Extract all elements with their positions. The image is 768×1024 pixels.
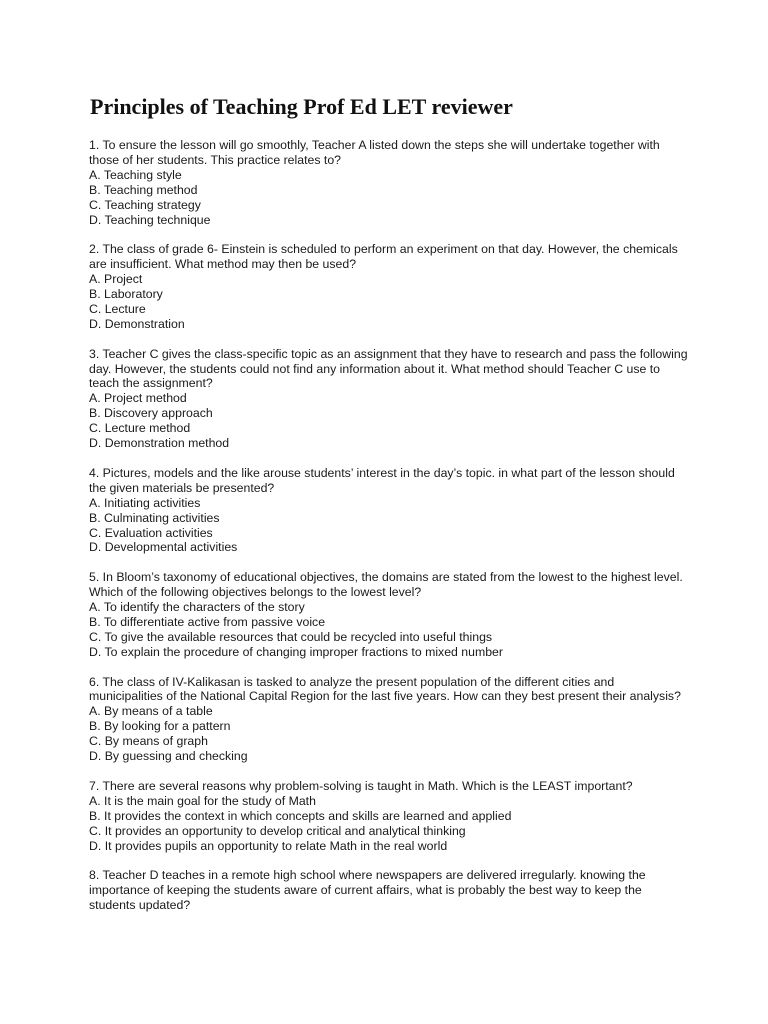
option-d: D. Teaching technique <box>89 212 211 227</box>
question-text: 7. There are several reasons why problem-solving is taught in Math. Which is the LEAST important? <box>89 778 633 793</box>
answer-options <box>89 794 689 854</box>
option-a: A. To identify the characters of the story <box>89 600 305 615</box>
answer-options <box>89 496 689 556</box>
option-d: D. To explain the procedure of changing improper fractions to mixed number <box>89 644 503 659</box>
answer-options <box>89 391 689 451</box>
question-text: 3. Teacher C gives the class-specific topic as an assignment that they have to research and pass the following day. However, the students could not find any information about it. What method should Teacher C use to teach the assignment? <box>89 346 688 391</box>
option-a: A. Teaching style <box>89 167 182 182</box>
option-c: C. Teaching strategy <box>89 197 201 212</box>
option-d: D. Developmental activities <box>89 540 238 555</box>
option-c: C. Lecture method <box>89 421 191 436</box>
option-d: D. By guessing and checking <box>89 749 248 764</box>
option-b: B. Discovery approach <box>89 406 213 421</box>
answer-options <box>89 168 689 228</box>
question-text: 6. The class of IV-Kalikasan is tasked to analyze the present population of the different cities and municipalities of the National Capital Region for the last five years. How can they best present their analysis? <box>89 674 681 704</box>
option-d: D. It provides pupils an opportunity to relate Math in the real world <box>89 838 448 853</box>
answer-options <box>89 704 689 764</box>
option-b: B. Teaching method <box>89 182 198 197</box>
answer-options <box>89 272 689 332</box>
option-b: B. To differentiate active from passive voice <box>89 614 326 629</box>
question-3 <box>89 347 689 451</box>
question-4 <box>89 466 689 555</box>
option-c: C. To give the available resources that could be recycled into useful things <box>89 629 493 644</box>
question-8 <box>89 868 689 913</box>
question-text: 8. Teacher D teaches in a remote high school where newspapers are delivered irregularly. knowing the importance of keeping the students aware of current affairs, what is probably the best way to keep the students updated? <box>89 868 646 913</box>
option-b: B. Laboratory <box>89 287 163 302</box>
question-5 <box>89 570 689 659</box>
question-2 <box>89 242 689 331</box>
question-1 <box>89 138 689 227</box>
option-a: A. Initiating activities <box>89 495 201 510</box>
option-c: C. Evaluation activities <box>89 525 213 540</box>
answer-options <box>89 600 689 660</box>
option-b: B. Culminating activities <box>89 510 220 525</box>
question-text: 2. The class of grade 6- Einstein is scheduled to perform an experiment on that day. However, the chemicals are insufficient. What method may then be used? <box>89 242 678 272</box>
option-a: A. Project <box>89 272 143 287</box>
option-a: A. It is the main goal for the study of Math <box>89 793 316 808</box>
option-a: A. Project method <box>89 391 187 406</box>
option-a: A. By means of a table <box>89 704 213 719</box>
option-c: C. It provides an opportunity to develop critical and analytical thinking <box>89 823 466 838</box>
document-title: Principles of Teaching Prof Ed LET reviewer <box>90 94 513 119</box>
option-b: B. It provides the context in which concepts and skills are learned and applied <box>89 808 512 823</box>
question-list <box>89 138 689 928</box>
question-6 <box>89 675 689 764</box>
option-d: D. Demonstration method <box>89 436 230 451</box>
question-7 <box>89 779 689 854</box>
question-text: 4. Pictures, models and the like arouse students’ interest in the day’s topic. in what part of the lesson should the given materials be presented? <box>89 465 675 495</box>
question-text: 1. To ensure the lesson will go smoothly, Teacher A listed down the steps she will undertake together with those of her students. This practice relates to? <box>89 138 660 167</box>
option-b: B. By looking for a pattern <box>89 719 231 734</box>
option-c: C. By means of graph <box>89 734 208 749</box>
option-d: D. Demonstration <box>89 316 185 331</box>
option-c: C. Lecture <box>89 301 146 316</box>
question-text: 5. In Bloom’s taxonomy of educational objectives, the domains are stated from the lowest to the highest level. Which of the following objectives belongs to the lowest level? <box>89 570 683 600</box>
